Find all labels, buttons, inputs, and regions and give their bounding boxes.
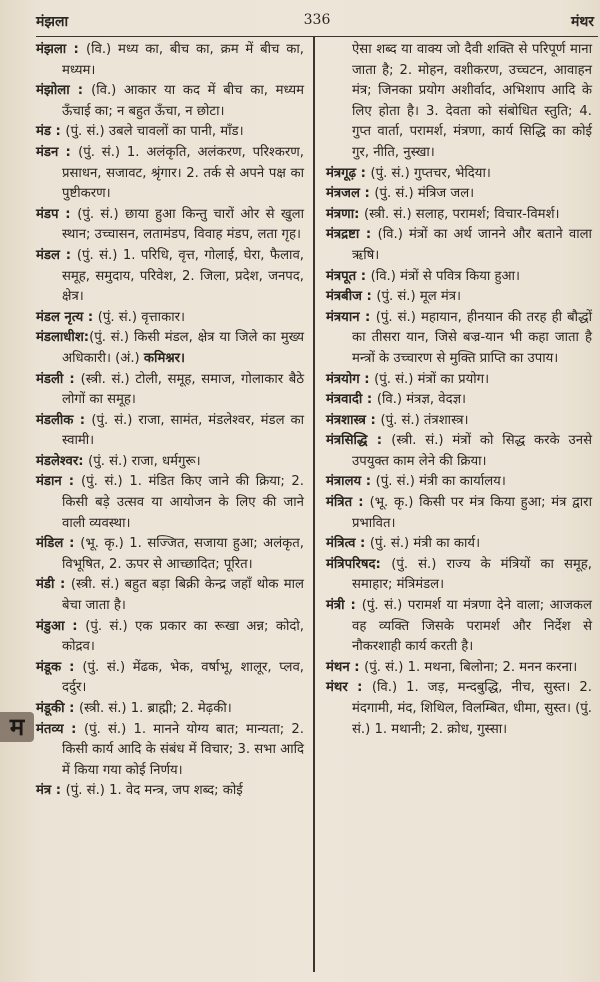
headword: मंडल नृत्य xyxy=(36,309,84,325)
dictionary-entry xyxy=(326,370,592,391)
definition: 1. मानने योग्य बात; मान्यता; 2. किसी कार्य आदि के संबंध में विचार; 3. सभा आदि में किया गया कोई निर्णय। xyxy=(62,721,304,778)
definition: राजा, सामंत, मंडलेश्वर, मंडल का स्वामी। xyxy=(62,412,304,449)
headword: मंडलीक xyxy=(36,412,74,428)
dictionary-entry xyxy=(36,658,304,699)
part-of-speech: (पुं. सं.) xyxy=(76,247,118,263)
headword: मंत्रजल xyxy=(326,186,360,202)
headword: मंत्रद्रष्टा xyxy=(326,227,360,243)
part-of-speech: (पुं. सं.) xyxy=(88,453,128,469)
headword: मंत्रित xyxy=(326,495,353,511)
dictionary-entry xyxy=(326,493,592,534)
definition: तंत्रशास्त्र। xyxy=(419,412,469,428)
headword: मंडान xyxy=(36,474,62,490)
dictionary-entry xyxy=(36,781,304,802)
part-of-speech: (वि.) xyxy=(377,227,403,243)
separator: : xyxy=(354,206,364,222)
separator: : xyxy=(59,247,77,263)
separator: : xyxy=(365,412,381,428)
definition: राज्य के मंत्रियों का समूह, समाहार; मंत्रिमंडल। xyxy=(352,556,592,593)
separator: : xyxy=(359,371,375,387)
headword: मंडली xyxy=(36,371,64,387)
definition: मंत्री का कार्यालय। xyxy=(414,474,506,490)
headword: मंत्रयोग xyxy=(326,371,360,387)
page-header xyxy=(36,8,598,37)
part-of-speech: (पुं. सं.) xyxy=(84,721,127,737)
definition: महायान, हीनयान की तरह ही बौद्धों का तीसरा यान, जिसे बज्र-यान भी कहा जाता है मन्त्रों के उच्चारण से मुक्ति प्राप्ति का उपाय। xyxy=(352,309,592,366)
headword: मंडूक xyxy=(36,659,62,675)
part-of-speech: (पुं. सं.) xyxy=(370,165,410,181)
headword: मंत्रिपरिषद xyxy=(326,556,376,572)
headword: मंत्रगूढ़ xyxy=(326,165,357,181)
definition: किसी पर मंत्र किया हुआ; मंत्र द्वारा प्रभावित। xyxy=(352,495,592,531)
part-of-speech: (स्त्री. सं.) xyxy=(78,701,127,716)
thumb-index-tab: म xyxy=(0,712,34,742)
definition: 1. जड़, मन्दबुद्धि, नीच, सुस्त। 2. मंदगामी, मंद, शिथिल, विलम्बित, धीमा, सुस्त। (पुं. सं.) 1. मथानी; 2. क्रोध, गुस्सा। xyxy=(352,680,592,737)
headword: मंड xyxy=(36,124,51,140)
definition: मंत्रिज जल। xyxy=(413,186,475,202)
dictionary-entry xyxy=(36,328,304,369)
dictionary-entry xyxy=(326,308,592,370)
definition: 1. मथना, बिलोना; 2. मनन करना। xyxy=(403,659,578,675)
headword: मंडलेश्वर xyxy=(36,453,79,469)
definition: टोली, समूह, समाज, गोलाकार बैठे लोगों का समूह। xyxy=(62,371,304,408)
column-divider xyxy=(313,37,315,972)
dictionary-entry xyxy=(326,472,592,493)
dictionary-entry xyxy=(326,534,592,555)
dictionary-entry xyxy=(36,246,304,308)
dictionary-entry xyxy=(326,205,592,226)
definition-emphasis: कमिश्नर। xyxy=(143,350,186,366)
part-of-speech: (वि.) xyxy=(91,83,117,99)
headword: मंत्रसिद्धि xyxy=(326,433,368,449)
definition: एक प्रकार का रूखा अन्न; कोदो, कोद्रव। xyxy=(62,618,304,655)
definition: सलाह, परामर्श; विचार-विमर्श। xyxy=(411,206,560,222)
dictionary-entry xyxy=(36,370,304,411)
headword: मंडल xyxy=(36,247,60,263)
definition: 1. परिधि, वृत्त, गोलाई, घेरा, फैलाव, समूह, समुदाय, परिवेश, 2. जिला, प्रदेश, जनपद, क्षेत्र। xyxy=(62,247,304,305)
headword: मंतव्य xyxy=(36,721,64,737)
part-of-speech: (पुं. सं.) xyxy=(369,536,410,552)
part-of-speech: (पुं. सं.) xyxy=(65,783,105,799)
definition: मंत्री का कार्य। xyxy=(409,536,481,552)
separator: : xyxy=(375,556,392,572)
separator: : xyxy=(63,536,81,552)
part-of-speech: (पुं. सं.) xyxy=(376,289,416,305)
separator: : xyxy=(51,783,66,799)
definition: परामर्श या मंत्रणा देने वाला; आजकल वह व्यक्ति जिसके परामर्श और निर्देश से नौकरशाही कार्य करती है। xyxy=(352,598,592,655)
definition: राजा, धर्मगुरू। xyxy=(127,453,201,469)
dictionary-entry xyxy=(36,699,304,720)
separator: : xyxy=(58,206,78,222)
definition: 1. सज्जित, सजाया हुआ; अलंकृत, विभूषित, 2. ऊपर से आच्छादित; पूरित। xyxy=(62,536,304,572)
part-of-speech: (पुं. सं.) xyxy=(81,474,123,490)
definition: मंत्रों का प्रयोग। xyxy=(413,371,490,387)
separator: : xyxy=(362,392,377,408)
part-of-speech: (पुं. सं.) xyxy=(374,371,414,387)
part-of-speech: (भू. कृ.) xyxy=(80,536,124,552)
dictionary-entry xyxy=(326,555,592,596)
definition: मेंढक, भेक, वर्षाभू, शालूर, प्लव, दर्दुर। xyxy=(62,659,304,696)
left-guide-word: मंझला xyxy=(36,14,69,30)
dictionary-entry xyxy=(326,411,592,432)
headword: मंझला xyxy=(36,42,67,57)
separator: : xyxy=(66,42,86,57)
headword: मंत्री xyxy=(326,598,345,614)
part-of-speech: (स्त्री. सं.) xyxy=(70,577,120,593)
dictionary-entry xyxy=(326,225,592,266)
headword: मंडूकी xyxy=(36,701,65,716)
dictionary-entry xyxy=(36,205,304,246)
separator: : xyxy=(83,309,98,325)
dictionary-entry xyxy=(36,720,304,782)
dictionary-entry xyxy=(326,390,592,411)
separator: : xyxy=(361,289,377,305)
dictionary-entry xyxy=(36,534,304,575)
definition: मंत्रों से पवित्र किया हुआ। xyxy=(395,268,520,284)
right-guide-word: मंथर xyxy=(570,14,594,30)
dictionary-entry xyxy=(326,164,592,185)
dictionary-entry xyxy=(36,40,304,81)
headword: मंत्रबीज xyxy=(326,289,362,305)
headword: मंडलाधीश xyxy=(36,330,84,346)
dictionary-entry xyxy=(326,678,592,740)
headword: मंत्रालय xyxy=(326,474,362,490)
dictionary-entry xyxy=(326,658,592,679)
headword: मंझोला xyxy=(36,83,70,99)
headword: मंडिल xyxy=(36,536,64,552)
separator: : xyxy=(359,309,376,325)
separator: : xyxy=(347,680,372,696)
dictionary-entry xyxy=(36,411,304,452)
dictionary-entry xyxy=(36,143,304,205)
separator: : xyxy=(361,474,376,490)
dictionary-entry xyxy=(36,81,304,122)
part-of-speech: (पुं. सं.) xyxy=(77,206,119,222)
headword: मंत्रित्व xyxy=(326,536,356,552)
part-of-speech: (पुं. सं.) xyxy=(85,618,128,634)
separator: : xyxy=(64,618,86,634)
part-of-speech: (वि.) xyxy=(85,42,112,57)
dictionary-entry xyxy=(36,308,304,329)
definition: मध्य का, बीच का, क्रम में बीच का, मध्यम। xyxy=(62,42,304,78)
part-of-speech: (वि.) xyxy=(376,392,403,408)
dictionary-entry xyxy=(36,122,304,143)
separator: : xyxy=(352,495,370,511)
separator: : xyxy=(61,659,83,675)
part-of-speech: (स्त्री. सं.) xyxy=(391,433,444,449)
part-of-speech: (पुं. सं.) xyxy=(380,412,420,428)
part-of-speech: (स्त्री. सं.) xyxy=(364,206,412,222)
separator: : xyxy=(73,412,92,428)
headword: मंडन xyxy=(36,144,59,160)
separator: : xyxy=(69,83,92,99)
dictionary-entry xyxy=(326,431,592,472)
part-of-speech: (पुं. सं.) xyxy=(78,144,121,160)
separator: : xyxy=(50,124,66,140)
definition: 1. ब्राह्मी; 2. मेढ़की। xyxy=(126,701,232,716)
part-of-speech: (वि.) xyxy=(371,680,398,696)
part-of-speech: (पुं. सं.) xyxy=(91,412,133,428)
definition: गुप्तचर, भेदिया। xyxy=(409,165,491,181)
part-of-speech: (पुं. सं.) xyxy=(391,556,437,572)
separator: : xyxy=(359,227,378,243)
left-column xyxy=(36,40,304,802)
headword: मंडी xyxy=(36,577,55,593)
headword: मंथर xyxy=(326,680,348,696)
separator: : xyxy=(355,536,370,552)
definition: वृत्ताकार। xyxy=(137,309,186,325)
headword: मंडुआ xyxy=(36,618,65,634)
part-of-speech: (स्त्री. सं.) xyxy=(80,371,130,387)
separator: : xyxy=(58,144,79,160)
definition: आकार या कद में बीच का, मध्यम ऊँचाई का; न बहुत ऊँचा, न छोटा। xyxy=(62,83,304,119)
definition: 1. मंडित किए जाने की क्रिया; 2. किसी बड़े उत्सव या आयोजन के लिए की जाने वाली व्यवस्था। xyxy=(62,474,304,531)
part-of-speech: (पुं. सं.) xyxy=(374,186,414,202)
separator: : xyxy=(63,721,84,737)
part-of-speech: (पुं. सं.) xyxy=(82,659,126,675)
headword: मंत्रवादी xyxy=(326,392,363,408)
part-of-speech: (पुं. सं.) xyxy=(364,659,404,675)
headword: मंत्रणा xyxy=(326,206,355,222)
separator: : xyxy=(78,453,89,469)
part-of-speech: (पुं. सं.) xyxy=(375,309,416,325)
headword: मंत्रपूत xyxy=(326,268,357,284)
separator: : xyxy=(83,330,90,346)
continuation-text: ऐसा शब्द या वाक्य जो दैवी शक्ति से परिपूर्ण माना जाता है; 2. मोहन, वशीकरण, उच्चटन, आवाहन मंत्र; जिनका प्रयोग अशीर्वाद, अभिशाप आदि के लिए होता है। 3. देवता को संबोधित स्तुति; 4. गुप्त वार्ता, परामर्श, मंत्रणा, कार्य सिद्धि का कोई गुर, नीति, नुस्खा। xyxy=(352,42,592,160)
definition: उबले चावलों का पानी, माँड। xyxy=(104,124,244,140)
separator: : xyxy=(359,186,375,202)
dictionary-entry xyxy=(36,452,304,473)
definition: 1. अलंकृति, अलंकरण, परिश्करण, प्रसाधन, सजावट, श्रृंगार। 2. तर्क से अपने पक्ष का पुष्टीकरण। xyxy=(62,144,304,202)
headword: मंथन xyxy=(326,659,350,675)
headword: मंत्र xyxy=(36,783,52,799)
separator: : xyxy=(61,474,81,490)
separator: : xyxy=(356,268,371,284)
dictionary-entry xyxy=(326,287,592,308)
definition: 1. वेद मन्त्र, जप शब्द; कोई xyxy=(104,783,243,799)
part-of-speech: (पुं. सं.) xyxy=(361,598,403,614)
definition: किसी मंडल, क्षेत्र या जिले का मुख्य अधिकारी। (अं.) xyxy=(62,330,304,366)
page-number: 336 xyxy=(303,12,331,28)
separator: : xyxy=(54,577,71,593)
definition: मंत्रों का अर्थ जानने और बताने वाला ऋषि। xyxy=(352,227,592,263)
dictionary-entry xyxy=(36,472,304,534)
part-of-speech: (भू. कृ.) xyxy=(369,495,414,511)
definition: मंत्रों को सिद्ध करके उनसे उपयुक्त काम लेने की क्रिया। xyxy=(352,433,592,469)
definition: बहुत बड़ा बिक्री केन्द्र जहाँ थोक माल बेचा जाता है। xyxy=(62,577,304,614)
headword: मंत्रयान xyxy=(326,309,360,325)
part-of-speech: (पुं. सं.) xyxy=(97,309,138,325)
definition: मूल मंत्र। xyxy=(415,289,462,305)
dictionary-entry xyxy=(326,184,592,205)
dictionary-entry xyxy=(326,267,592,288)
separator: : xyxy=(367,433,392,449)
separator: : xyxy=(64,701,79,716)
dictionary-entry xyxy=(36,575,304,616)
separator: : xyxy=(349,659,365,675)
separator: : xyxy=(63,371,81,387)
part-of-speech: (पुं. सं.) xyxy=(65,124,105,140)
headword: मंडप xyxy=(36,206,59,222)
definition: मंत्रज्ञ, वेदज्ञ। xyxy=(402,392,467,408)
dictionary-entry xyxy=(326,596,592,658)
separator: : xyxy=(344,598,362,614)
part-of-speech: (पुं. सं.) xyxy=(375,474,415,490)
headword: मंत्रशास्त्र xyxy=(326,412,366,428)
dictionary-entry xyxy=(36,617,304,658)
separator: : xyxy=(356,165,371,181)
definition: छाया हुआ किन्तु चारों ओर से खुला स्थान; उच्चासन, लतामंडप, विवाह मंडप, लता गृह। xyxy=(62,206,304,243)
part-of-speech: (पुं. सं.) xyxy=(89,330,130,346)
part-of-speech: (वि.) xyxy=(370,268,396,284)
right-column xyxy=(326,40,592,740)
